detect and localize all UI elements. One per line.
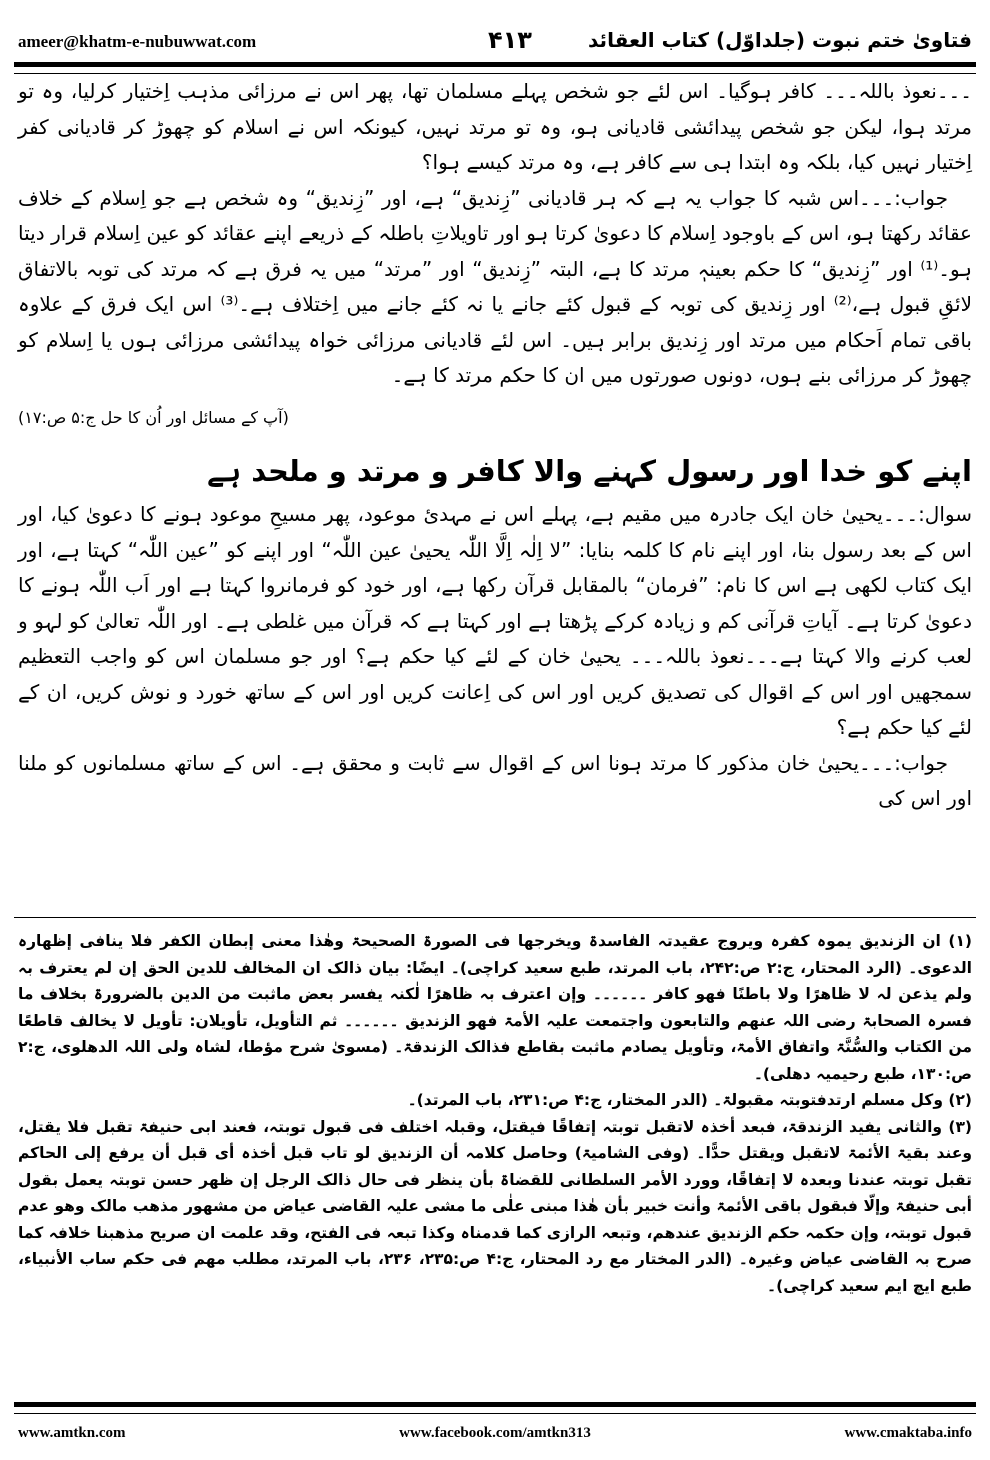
header-divider <box>14 62 976 74</box>
answer-paragraph-2: جواب:۔۔۔یحییٰ خان مذکور کا مرتد ہونا اس کے اقوال سے ثابت و محقق ہے۔ اس کے ساتھ مسلمانوں کو ملنا اور اس کی <box>18 750 972 810</box>
footer-link-cmaktaba[interactable]: www.cmaktaba.info <box>844 1425 972 1441</box>
page-header <box>18 28 972 60</box>
footer-link-amtkn[interactable]: www.amtkn.com <box>18 1425 126 1441</box>
footnote-3: (۳) والثانی یفید الزندقۃ، فبعد أخذہ لاتقبل توبتہ إتفاقًا فیقتل، وقبلہ اختلف فی قبول توبتہ، فعند ابی حنیفۃ تقبل فلا یقتل، وعند بقیۃ الأئمۃ لاتقبل ویقتل حدًّا۔ (وفی الشامیۃ) وحاصل کلامہ أن الزندیق لو تاب قبل أخذہ أی قبل أن یرفع إلی الحاکم تقبل توبتہ عندنا وبعدہ لا إتفاقًا، وورد الأمر السلطانی للقضاۃ بأن ینظر فی حال ذالک الرجل إن ظھر حسن توبتہ یعمل بقول أبی حنیفۃ وإلّا فبقول باقی الأئمۃ وأنت خبیر بأن ھٰذا مبنی علٰی ما مشی علیہ القاضی عیاض من مشھور مذھب مالک وھو عدم قبول توبتہ، وإن حکمہ حکم الزندیق عندھم، وتبعہ الرازی کما قدمناہ وکذا تبعہ فی الفتح، وقد علمت ان صریح مذھبنا خلافہ کما صرح بہ القاضی عیاض وغیرہ۔ (الدر المختار مع رد المحتار، ج:۴ ص:۲۳۵، ۲۳۶، باب المرتد، مطلب مھم فی حکم ساب الأنبیاء، طبع ایچ ایم سعید کراچی)۔ <box>18 1117 972 1295</box>
header-email: ameer@khatm-e-nubuwwat.com <box>18 32 257 51</box>
section-heading: اپنے کو خدا اور رسول کہنے والا کافر و مرتد و ملحد ہے <box>207 454 972 488</box>
footer-link-facebook[interactable]: www.facebook.com/amtkn313 <box>399 1425 591 1441</box>
book-title: فتاویٰ ختم نبوت (جلداوّل) کتاب العقائد <box>588 28 972 52</box>
source-reference: (آپ کے مسائل اور اُن کا حل ج:۵ ص:۱۷) <box>18 407 289 427</box>
question-paragraph: سوال:۔۔۔یحییٰ خان ایک جادرہ میں مقیم ہے، پہلے اس نے مہدیٔ موعود، پھر مسیحِ موعود ہونے کا دعویٰ کیا، اور اس کے بعد رسول بنا، اور اپنے نام کا کلمہ بنایا: ”لا اِلٰہ اِلَّا اللّٰہ یحییٰ عین اللّٰہ“ اور اپنے کو ”عین اللّٰہ“ کہتا ہے، اور ایک کتاب لکھی ہے اس کا نام: ”فرمان“ بالمقابل قرآن رکھا ہے، اور خود کو فرمانروا کہتا ہے اور اَب اللّٰہ ہونے کا دعویٰ کرتا ہے۔ آیاتِ قرآنی کم و زیادہ کرکے پڑھتا ہے اور کہتا ہے کہ قرآن میں غلطی ہے۔ اور اللّٰہ تعالیٰ کو لہو و لعب کرنے والا کہتا ہے۔۔۔نعوذ باللہ۔۔۔ یحییٰ خان کے لئے کیا حکم ہے؟ اور جو مسلمان اس کو واجب التعظیم سمجھیں اور اس کے اقوال کی تصدیق کریں اور اس کی اِعانت کریں اور اس کے ساتھ خورد و نوش کریں، ان کے لئے کیا حکم ہے؟ <box>18 502 972 739</box>
footnote-divider <box>14 917 976 918</box>
answer-paragraph: جواب:۔۔۔اس شبہ کا جواب یہ ہے کہ ہر قادیانی ”زِندیق“ ہے، اور ”زِندیق“ وہ شخص ہے جو اِسلام کے خلاف عقائد رکھتا ہو، اس کے باوجود اِسلام کا دعویٰ کرتا ہو اور تاویلاتِ باطلہ کے ذریعے اپنے عقائد کو عین اِسلام قرار دیتا ہو۔⁽¹⁾ اور ”زِندیق“ کا حکم بعینہٖ مرتد کا ہے، البتہ ”زِندیق“ اور ”مرتد“ میں یہ فرق ہے کہ مرتد کی توبہ بالاتفاق لائقِ قبول ہے،⁽²⁾ اور زِندیق کی توبہ کے قبول کئے جانے یا نہ کئے جانے میں اِختلاف ہے۔⁽³⁾ اس ایک فرق کے علاوہ باقی تمام اَحکام میں مرتد اور زِندیق برابر ہیں۔ اس لئے قادیانی مرزائی خواہ پیدائشی مرزائی ہوں یا اِسلام کو چھوڑ کر مرزائی بنے ہوں، دونوں صورتوں میں ان کا حکم مرتد کا ہے۔ <box>18 185 972 387</box>
page-number: ۴۱۳ <box>488 26 532 54</box>
main-text <box>18 74 972 817</box>
footnote-1: (۱) ان الزندیق یموہ کفرہ ویروج عقیدتہ الفاسدۃ ویخرجھا فی الصورۃ الصحیحۃ وھٰذا معنی إبطان الکفر فلا ینافی إظھارہ الدعوی۔ (الرد المحتار، ج:۲ ص:۲۴۲، باب المرتد، طبع سعید کراچی)۔ ایضًا: بیان ذالک ان المخالف للدین الحق إن لم یعترف بہ ولم یذعن لہ لا ظاھرًا ولا باطنًا فھو کافر ۔۔۔۔۔۔ وإن اعترف بہ ظاھرًا لٰکنہ یفسر بعض ماثبت من الدین بالضرورۃ بخلاف ما فسرہ الصحابۃ رضی اللہ عنھم والتابعون واجتمعت علیہ الأمۃ فھو الزندیق ۔۔۔۔۔۔ ثم التأویل، تأویلان: تأویل لا یخالف قاطعًا من الکتاب والسُّنَّۃ واتفاق الأمۃ، وتأویل یصادم ماثبت بقاطع فذالک الزندقۃ۔ (مسویٰ شرح مؤطا، لشاہ ولی اللہ الدھلوی، ج:۲ ص:۱۳۰، طبع رحیمیہ دھلی)۔ <box>18 932 972 1083</box>
paragraph-continuation: ۔۔۔نعوذ باللہ۔۔۔ کافر ہوگیا۔ اس لئے جو شخص پہلے مسلمان تھا، پھر اس نے مرزائی مذہب اِختیار کرلیا، وہ تو مرتد ہوا، لیکن جو شخص پیدائشی قادیانی ہو، وہ تو مرتد نہیں، کیونکہ اس نے اسلام کو چھوڑ کر قادیانی کفر اِختیار نہیں کیا، بلکہ وہ ابتدا ہی سے کافر ہے، وہ مرتد کیسے ہوا؟ <box>18 79 972 174</box>
footnote-2: (۲) وکل مسلم ارتدفتوبتہ مقبولۃ۔ (الدر المختار، ج:۴ ص:۲۳۱، باب المرتد)۔ <box>407 1091 972 1109</box>
footer-divider <box>14 1402 976 1414</box>
footnotes <box>18 928 972 1299</box>
page-footer <box>18 1425 972 1449</box>
